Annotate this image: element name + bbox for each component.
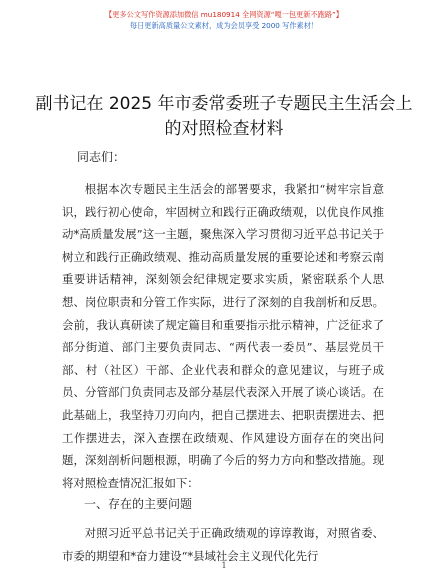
section-heading: 一、存在的主要问题 — [84, 497, 193, 511]
promo-line-1: 【更多公文写作资源添加微信 mu180914 全网资源“嘎一包更新不跑路”】 — [105, 10, 343, 19]
promo-line-2: 每日更新高质量公文素材，成为会员享受 2000 写作素材！ — [129, 21, 319, 30]
paragraph-intro: 根据本次专题民主生活会的部署要求，我紧扣“树牢宗旨意识，践行初心使命，牢固树立和践行正确政绩观，以优良作风推动*高质量发展”这一主题，聚焦深入学习贯彻习近平总书记关于树立和践行正确政绩观、推动高质量发展的重要论述和考察云南重要讲话精神，深刻领会纪律规定要求实质，紧密联系个人思想、岗位职责和分管工作实际，进行了深刻的自我剖析和反思。会前，我认真研读了规定篇目和重要指示批示精神，广泛征求了部分街道、部门主要负责同志、“两代表一委员”、基层党员干部、村（社区）干部、企业代表和群众的意见建议，与班子成员、分管部门负责同志及部分基层代表深入开展了谈心谈话。在此基础上，我坚持刀刃向内，把自己摆进去、把职责摆进去、把工作摆进去，深入查摆在政绩观、作风建设方面存在的突出问题，深刻剖析问题根源，明确了今后的努力方向和整改措施。现将对照检查情况汇报如下： — [62, 182, 384, 490]
page-number: 1 — [221, 561, 227, 570]
promo-banner — [0, 9, 448, 31]
paragraph-problems: 对照习近平总书记关于正确政绩观的谆谆教诲，对照省委、市委的期望和*奋力建设“*县域社会主义现代化先行 — [62, 526, 384, 563]
document-title: 副书记在 2025 年市委常委班子专题民主生活会上的对照检查材料 — [35, 94, 413, 139]
salutation: 同志们： — [77, 150, 126, 164]
body-section — [62, 178, 384, 494]
